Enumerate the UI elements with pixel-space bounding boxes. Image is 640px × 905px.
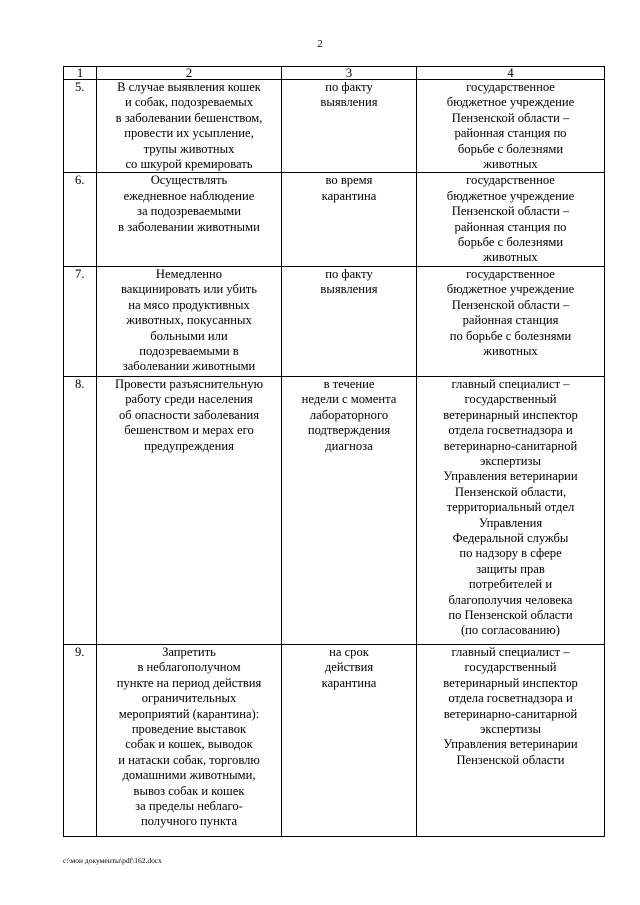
row-action: В случае выявления кошек и собак, подозреваемых в заболевании бешенством, провести их усыпление, трупы животных со шкурой кремировать: [97, 80, 282, 173]
row-action: Осуществлять ежедневное наблюдение за подозреваемыми в заболевании животными: [97, 173, 282, 266]
header-col-4: 4: [417, 67, 605, 80]
row-number: 8.: [64, 376, 97, 644]
row-term: в течение недели с момента лабораторного подтверждения диагноза: [282, 376, 417, 644]
row-responsible: государственное бюджетное учреждение Пензенской области – районная станция по борьбе с болезнями животных: [417, 80, 605, 173]
footer-file-path: c:\мои документы\pdf\162.docx: [63, 856, 162, 865]
row-term: во время карантина: [282, 173, 417, 266]
header-col-3: 3: [282, 67, 417, 80]
row-term: по факту выявления: [282, 80, 417, 173]
row-number: 9.: [64, 644, 97, 836]
table-header-row: [64, 67, 605, 80]
row-term: на срок действия карантина: [282, 644, 417, 836]
row-action: Немедленно вакцинировать или убить на мясо продуктивных животных, покусанных больными или подозреваемыми в заболевании животными: [97, 266, 282, 376]
row-number: 5.: [64, 80, 97, 173]
table-row: [64, 376, 605, 644]
row-responsible: государственное бюджетное учреждение Пензенской области – районная станция по борьбе с болезнями животных: [417, 173, 605, 266]
header-col-2: 2: [97, 67, 282, 80]
table-row: [64, 266, 605, 376]
table-row: [64, 80, 605, 173]
row-number: 7.: [64, 266, 97, 376]
table-row: [64, 644, 605, 836]
row-action: Запретить в неблагополучном пункте на период действия ограничительных мероприятий (карантина): проведение выставок собак и кошек, выводок и натаски собак, торговлю домашними животными, вывоз собак и кошек за пределы неблаго- получного пункта: [97, 644, 282, 836]
header-col-1: 1: [64, 67, 97, 80]
row-term: по факту выявления: [282, 266, 417, 376]
page-number: 2: [317, 38, 323, 50]
table-row: [64, 173, 605, 266]
row-responsible: главный специалист – государственный ветеринарный инспектор отдела госветнадзора и ветеринарно-санитарной экспертизы Управления ветеринарии Пензенской области: [417, 644, 605, 836]
row-responsible: государственное бюджетное учреждение Пензенской области – районная станция по борьбе с болезнями животных: [417, 266, 605, 376]
row-responsible: главный специалист – государственный ветеринарный инспектор отдела госветнадзора и ветеринарно-санитарной экспертизы Управления ветеринарии Пензенской области, территориальный отдел Управления Федеральной службы по надзору в сфере защиты прав потребителей и благополучия человека по Пензенской области (по согласованию): [417, 376, 605, 644]
row-action: Провести разъяснительную работу среди населения об опасности заболевания бешенством и мерах его предупреждения: [97, 376, 282, 644]
row-number: 6.: [64, 173, 97, 266]
measures-table: [63, 66, 605, 837]
